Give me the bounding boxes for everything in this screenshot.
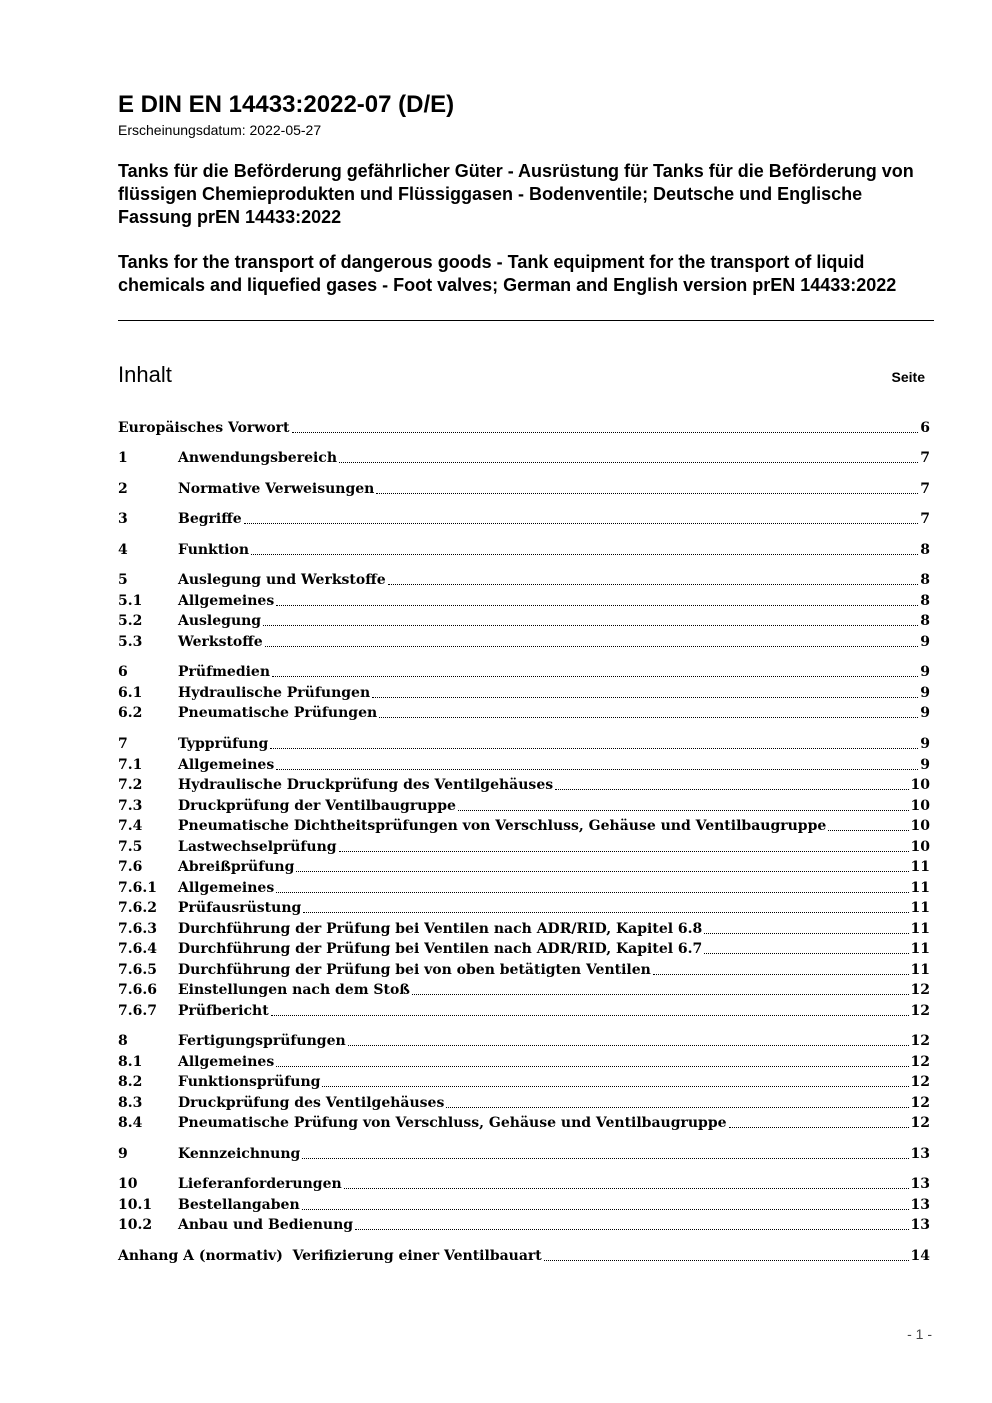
toc-entry-page: 11: [910, 962, 930, 978]
toc-entry-page: 10: [910, 818, 930, 834]
toc-entry-page: 9: [920, 634, 930, 650]
toc-entry-page: 10: [910, 839, 930, 855]
toc-entry-page: 12: [910, 1033, 930, 1049]
toc-entry-page: 13: [910, 1176, 930, 1192]
toc-dot-leader: [344, 1187, 909, 1189]
toc-dot-leader: [355, 1228, 908, 1230]
toc-dot-leader: [244, 522, 919, 524]
toc-entry-number: 8.4: [118, 1115, 143, 1131]
toc-entry-page: 11: [910, 941, 930, 957]
toc-entry-title: Werkstoffe: [178, 634, 263, 650]
toc-entry-number: 7.3: [118, 798, 143, 814]
toc-entry-number: 7.6.2: [118, 900, 157, 916]
toc-entry-number: 10.1: [118, 1197, 153, 1213]
toc-entry-page: 11: [910, 880, 930, 896]
toc-dot-leader: [271, 1014, 909, 1016]
toc-entry[interactable]: [118, 939, 930, 959]
toc-entry[interactable]: [118, 898, 930, 918]
toc-entry-number: 8.1: [118, 1054, 143, 1070]
toc-entry-number: 5.3: [118, 634, 143, 650]
toc-entry-page: 9: [920, 685, 930, 701]
toc-dot-leader: [292, 431, 919, 433]
toc-dot-leader: [446, 1106, 908, 1108]
toc-entry-page: 9: [920, 757, 930, 773]
toc-entry[interactable]: [118, 796, 930, 816]
toc-entry-page: 9: [920, 664, 930, 680]
toc-entry[interactable]: [118, 1072, 930, 1092]
toc-entry-page: 10: [910, 777, 930, 793]
toc-entry-number: 10: [118, 1176, 138, 1192]
toc-entry-title: Funktion: [178, 542, 250, 558]
toc-entry[interactable]: [118, 479, 930, 499]
toc-entry[interactable]: [118, 878, 930, 898]
title-english: Tanks for the transport of dangerous goods - Tank equipment for the transport of liquid chemicals and liquefied gases - Foot valves; German and English version prEN 14433:2022: [118, 252, 897, 295]
toc-entry[interactable]: [118, 837, 930, 857]
toc-dot-leader: [303, 911, 908, 913]
toc-entry-title: Allgemeines: [178, 757, 275, 773]
toc-entry-page: 8: [920, 593, 930, 609]
toc-entry-page: 8: [920, 613, 930, 629]
toc-dot-leader: [412, 993, 909, 995]
toc-entry[interactable]: [118, 960, 930, 980]
toc-dot-leader: [296, 870, 908, 872]
toc-entry-page: 10: [910, 798, 930, 814]
toc-entry[interactable]: [118, 591, 930, 611]
toc-entry[interactable]: [118, 418, 930, 438]
toc-entry-number: 7.6.7: [118, 1003, 157, 1019]
toc-entry-number: 5.2: [118, 613, 143, 629]
toc-entry-title: Auslegung und Werkstoffe: [178, 572, 386, 588]
toc-entry-number: 7.6.4: [118, 941, 157, 957]
toc-entry-title: Druckprüfung des Ventilgehäuses: [178, 1095, 445, 1111]
toc-entry[interactable]: [118, 1113, 930, 1133]
toc-entry-title: Normative Verweisungen: [178, 481, 375, 497]
toc-entry-title: Lastwechselprüfung: [178, 839, 337, 855]
toc-entry-page: 14: [910, 1248, 930, 1264]
toc-entry[interactable]: [118, 1195, 930, 1215]
toc-entry-number: 7.6.1: [118, 880, 157, 896]
toc-entry-title: Einstellungen nach dem Stoß: [178, 982, 410, 998]
toc-entry-number: 7: [118, 736, 128, 752]
toc-dot-leader: [379, 716, 918, 718]
toc-page-column-label: Seite: [891, 369, 925, 385]
toc-entry-title: Pneumatische Prüfungen: [178, 705, 378, 721]
toc-dot-leader: [251, 553, 918, 555]
toc-entry[interactable]: [118, 448, 930, 468]
publication-date: Erscheinungsdatum: 2022-05-27: [118, 122, 322, 138]
toc-entry-title: Allgemeines: [178, 880, 275, 896]
toc-entry-number: 7.6.6: [118, 982, 157, 998]
toc-entry-page: 7: [920, 450, 930, 466]
toc-dot-leader: [272, 675, 918, 677]
toc-dot-leader: [263, 624, 918, 626]
toc-entry[interactable]: [118, 816, 930, 836]
toc-entry[interactable]: [118, 1215, 930, 1235]
toc-dot-leader: [372, 696, 918, 698]
toc-entry[interactable]: [118, 662, 930, 682]
toc-entry-page: 12: [910, 1115, 930, 1131]
toc-entry-title: Pneumatische Prüfung von Verschluss, Gehäuse und Ventilbaugruppe: [178, 1115, 727, 1131]
toc-entry-page: 13: [910, 1217, 930, 1233]
toc-entry-title: Bestellangaben: [178, 1197, 300, 1213]
toc-dot-leader: [270, 747, 918, 749]
toc-entry-page: 9: [920, 736, 930, 752]
toc-dot-leader: [555, 788, 908, 790]
toc-entry[interactable]: [118, 919, 930, 939]
toc-dot-leader: [339, 461, 918, 463]
toc-entry-number: 7.1: [118, 757, 143, 773]
toc-entry-title: Durchführung der Prüfung bei von oben betätigten Ventilen: [178, 962, 651, 978]
toc-entry-title: Hydraulische Druckprüfung des Ventilgehäuses: [178, 777, 554, 793]
toc-entry-number: 3: [118, 511, 128, 527]
toc-entry-number: 4: [118, 542, 128, 558]
toc-entry[interactable]: [118, 1144, 930, 1164]
toc-entry-title: Anwendungsbereich: [178, 450, 337, 466]
toc-entry[interactable]: [118, 540, 930, 560]
toc-entry[interactable]: [118, 1001, 930, 1021]
toc-entry-title: Begriffe: [178, 511, 242, 527]
toc-entry[interactable]: [118, 1052, 930, 1072]
toc-entry[interactable]: [118, 509, 930, 529]
toc-entry-number: 7.6.5: [118, 962, 157, 978]
toc-entry-page: 6: [920, 420, 930, 436]
toc-entry-title: Durchführung der Prüfung bei Ventilen nach ADR/RID, Kapitel 6.7: [178, 941, 703, 957]
toc-entry-title: Prüfbericht: [178, 1003, 269, 1019]
toc-entry-title: Hydraulische Prüfungen: [178, 685, 371, 701]
toc-dot-leader: [265, 645, 919, 647]
toc-dot-leader: [302, 1157, 908, 1159]
toc-entry-number: 10.2: [118, 1217, 153, 1233]
toc-entry-page: 12: [910, 1003, 930, 1019]
toc-entry-number: 9: [118, 1146, 128, 1162]
toc-dot-leader: [276, 891, 908, 893]
toc-dot-leader: [458, 809, 909, 811]
toc-entry[interactable]: [118, 980, 930, 1000]
toc-entry-page: 11: [910, 921, 930, 937]
toc-dot-leader: [388, 583, 919, 585]
toc-entry-title: Abreißprüfung: [178, 859, 295, 875]
toc-dot-leader: [276, 604, 918, 606]
toc-entry-number: 7.4: [118, 818, 143, 834]
toc-entry[interactable]: [118, 632, 930, 652]
toc-entry-number: 2: [118, 481, 128, 497]
toc-entry-number: 6: [118, 664, 128, 680]
toc-entry-page: 11: [910, 900, 930, 916]
toc-dot-leader: [276, 768, 918, 770]
toc-entry-title: Prüfmedien: [178, 664, 271, 680]
toc-entry[interactable]: [118, 1174, 930, 1194]
toc-entry[interactable]: [118, 775, 930, 795]
toc-entry-title: Fertigungsprüfungen: [178, 1033, 346, 1049]
toc-entry-page: 9: [920, 705, 930, 721]
toc-entry-page: 13: [910, 1146, 930, 1162]
toc-entry-title: Pneumatische Dichtheitsprüfungen von Verschluss, Gehäuse und Ventilbaugruppe: [178, 818, 827, 834]
toc-entry[interactable]: [118, 1093, 930, 1113]
toc-entry-number: 7.2: [118, 777, 143, 793]
toc-dot-leader: [276, 1065, 908, 1067]
toc-heading: Inhalt: [118, 362, 172, 387]
toc-entry-number: 8.3: [118, 1095, 143, 1111]
toc-entry-title: Europäisches Vorwort: [118, 420, 290, 436]
toc-entry-title: Kennzeichnung: [178, 1146, 301, 1162]
toc-entry[interactable]: [118, 755, 930, 775]
toc-entry[interactable]: [118, 683, 930, 703]
toc-entry-page: 12: [910, 1074, 930, 1090]
toc-entry-page: 12: [910, 1095, 930, 1111]
toc-entry-number: 8: [118, 1033, 128, 1049]
toc-dot-leader: [704, 932, 908, 934]
toc-entry-page: 7: [920, 481, 930, 497]
toc-entry-title: Typprüfung: [178, 736, 269, 752]
toc-entry-number: 8.2: [118, 1074, 143, 1090]
toc-entry[interactable]: [118, 703, 930, 723]
toc-entry-number: 7.6.3: [118, 921, 157, 937]
toc-entry-page: 8: [920, 572, 930, 588]
toc-entry-number: 7.5: [118, 839, 143, 855]
document-id: E DIN EN 14433:2022-07 (D/E): [118, 91, 455, 118]
toc-entry[interactable]: [118, 857, 930, 877]
toc-entry-title: Allgemeines: [178, 1054, 275, 1070]
toc-dot-leader: [704, 952, 908, 954]
toc-dot-leader: [339, 850, 909, 852]
toc-entry-number: 6.1: [118, 685, 143, 701]
toc-entry-title: Lieferanforderungen: [178, 1176, 342, 1192]
toc-entry-number: 7.6: [118, 859, 143, 875]
toc-entry-title: Durchführung der Prüfung bei Ventilen nach ADR/RID, Kapitel 6.8: [178, 921, 703, 937]
toc-entry[interactable]: [118, 611, 930, 631]
toc-entry-number: 6.2: [118, 705, 143, 721]
toc-entry-page: 7: [920, 511, 930, 527]
toc-dot-leader: [376, 492, 918, 494]
toc-entry-page: 8: [920, 542, 930, 558]
toc-entry-title: Prüfausrüstung: [178, 900, 302, 916]
toc-entry[interactable]: [118, 570, 930, 590]
toc-entry[interactable]: [118, 1246, 930, 1266]
toc-entry-title: Anbau und Bedienung: [178, 1217, 354, 1233]
toc-entry-number: 1: [118, 450, 128, 466]
page-number: - 1 -: [907, 1326, 932, 1342]
toc-dot-leader: [729, 1126, 909, 1128]
toc-dot-leader: [348, 1044, 909, 1046]
toc-entry-title: Anhang A (normativ) Verifizierung einer Ventilbauart: [118, 1248, 542, 1264]
toc-entry[interactable]: [118, 734, 930, 754]
toc-entry-page: 13: [910, 1197, 930, 1213]
toc-entry-title: Auslegung: [178, 613, 262, 629]
toc-entry-title: Druckprüfung der Ventilbaugruppe: [178, 798, 456, 814]
toc-entry-page: 11: [910, 859, 930, 875]
toc-entry-number: 5.1: [118, 593, 143, 609]
title-german: Tanks für die Beförderung gefährlicher Güter - Ausrüstung für Tanks für die Beförderung von flüssigen Chemieprodukten und Flüssiggasen - Bodenventile; Deutsche und Englische Fassung prEN 14433:2022: [118, 161, 914, 227]
toc-dot-leader: [322, 1085, 908, 1087]
toc-entry-number: 5: [118, 572, 128, 588]
toc-entry[interactable]: [118, 1031, 930, 1051]
toc-entry-title: Allgemeines: [178, 593, 275, 609]
toc-entry-title: Funktionsprüfung: [178, 1074, 321, 1090]
toc-entry-page: 12: [910, 1054, 930, 1070]
toc-dot-leader: [828, 829, 908, 831]
toc-dot-leader: [653, 973, 909, 975]
toc-dot-leader: [302, 1208, 909, 1210]
toc-entry-page: 12: [910, 982, 930, 998]
toc-dot-leader: [544, 1259, 909, 1261]
